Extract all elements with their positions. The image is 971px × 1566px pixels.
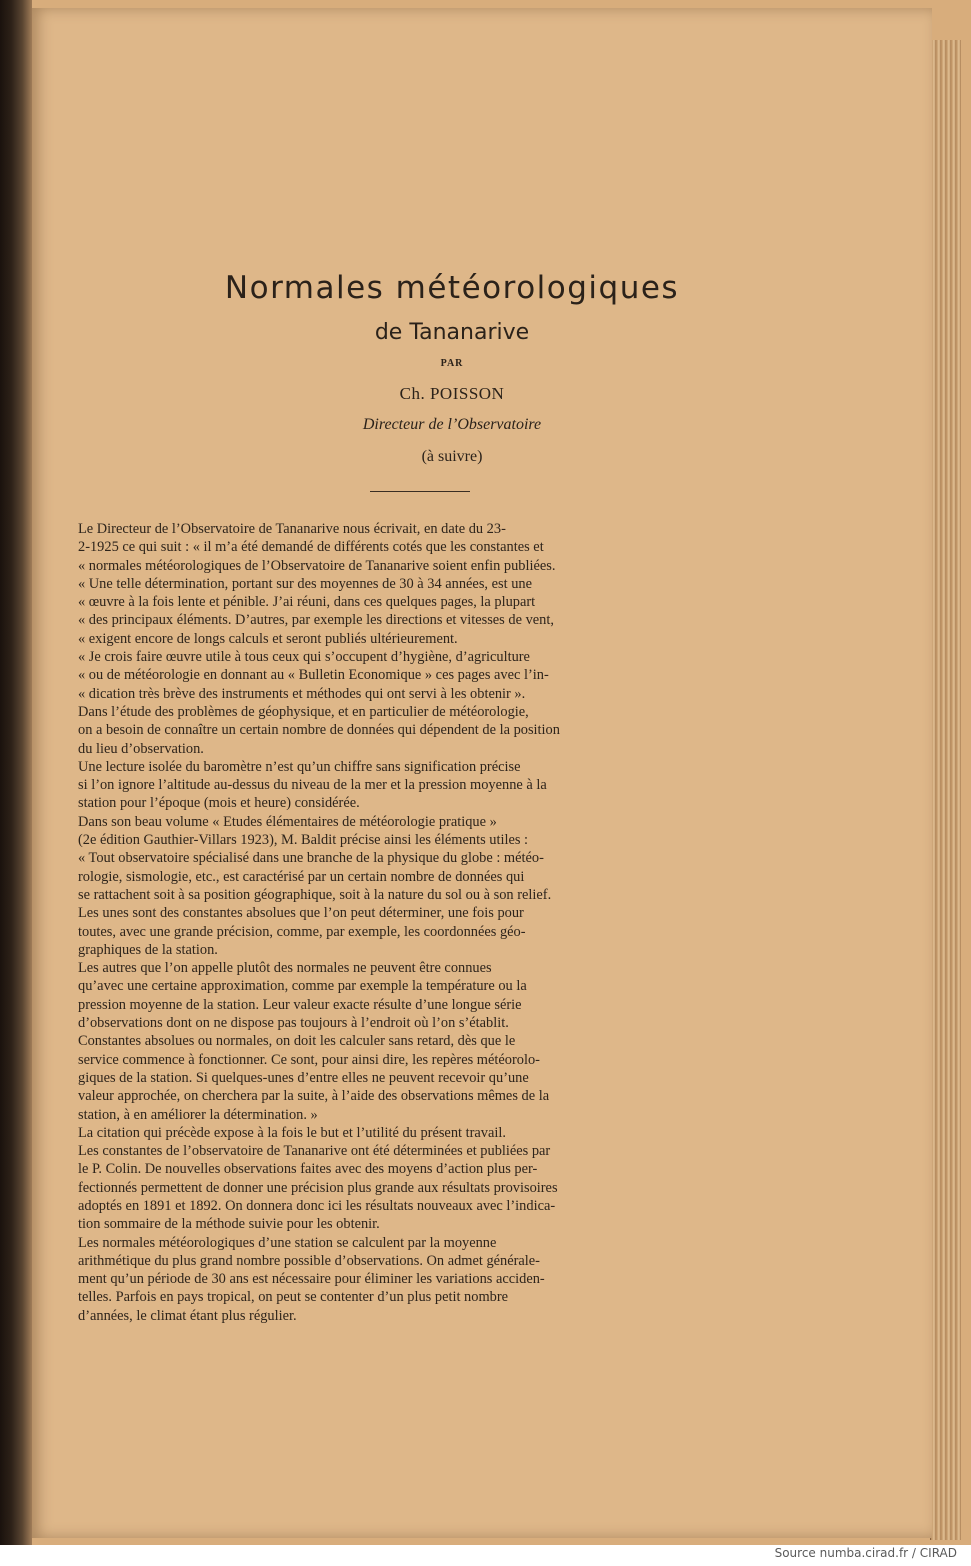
body-line: « Tout observatoire spécialisé dans une branche de la physique du globe : météo- bbox=[78, 850, 544, 867]
body-line: « des principaux éléments. D’autres, par exemple les directions et vitesses de vent, bbox=[78, 612, 554, 629]
body-line: La citation qui précède expose à la fois le but et l’utilité du présent travail. bbox=[78, 1124, 506, 1141]
body-line: arithmétique du plus grand nombre possible d’observations. On admet générale- bbox=[78, 1252, 540, 1269]
body-line: Les autres que l’on appelle plutôt des normales ne peuvent être connues bbox=[78, 960, 492, 977]
author-name: Ch. POISSON bbox=[399, 384, 505, 403]
body-line: ment qu’un période de 30 ans est nécessaire pour éliminer les variations acciden- bbox=[78, 1271, 545, 1288]
body-line: adoptés en 1891 et 1892. On donnera donc ici les résultats nouveaux avec l’indica- bbox=[78, 1197, 556, 1214]
body-line: station, à en améliorer la détermination. » bbox=[78, 1106, 318, 1123]
article-title: Normales météorologiques bbox=[224, 270, 680, 306]
book-binding bbox=[0, 0, 32, 1545]
body-line: Le Directeur de l’Observatoire de Tananarive nous écrivait, en date du 23- bbox=[78, 521, 506, 537]
page-edges bbox=[930, 40, 961, 1540]
body-line: se rattachent soit à sa position géographique, soit à la nature du sol ou à son relief. bbox=[78, 886, 552, 903]
body-line: pression moyenne de la station. Leur valeur exacte résulte d’une longue série bbox=[78, 996, 522, 1013]
body-line: station pour l’époque (mois et heure) considérée. bbox=[78, 795, 360, 812]
body-line: tion sommaire de la méthode suivie pour les obtenir. bbox=[78, 1216, 380, 1233]
body-line: « Une telle détermination, portant sur des moyennes de 30 à 34 années, est une bbox=[78, 575, 532, 592]
body-line: Une lecture isolée du baromètre n’est qu’un chiffre sans signification précise bbox=[78, 758, 521, 775]
body-line: on a besoin de connaître un certain nombre de données qui dépendent de la position bbox=[78, 722, 560, 739]
body-line: graphiques de la station. bbox=[78, 941, 218, 958]
body-line: d’observations dont on ne dispose pas toujours à l’endroit où l’on s’établit. bbox=[78, 1015, 509, 1032]
body-line: toutes, avec une grande précision, comme, par exemple, les coordonnées géo- bbox=[78, 923, 526, 940]
body-line: rologie, sismologie, etc., est caractérisé par un certain nombre de données qui bbox=[78, 868, 525, 885]
body-line: Les unes sont des constantes absolues que l’on peut déterminer, une fois pour bbox=[78, 905, 524, 922]
article-subtitle: de Tananarive bbox=[374, 320, 530, 345]
body-line: si l’on ignore l’altitude au-dessus du niveau de la mer et la pression moyenne à la bbox=[78, 777, 547, 794]
body-line: Dans l’étude des problèmes de géophysique, et en particulier de météorologie, bbox=[78, 703, 529, 720]
article-body bbox=[78, 520, 796, 1325]
body-line: valeur approchée, on cherchera par la suite, à l’aide des observations mêmes de la bbox=[78, 1088, 550, 1105]
body-line: service commence à fonctionner. Ce sont, pour ainsi dire, les repères météorolo- bbox=[78, 1051, 540, 1068]
source-credit: Source numba.cirad.fr / CIRAD bbox=[774, 1546, 957, 1560]
body-line: du lieu d’observation. bbox=[78, 740, 204, 757]
body-line: Constantes absolues ou normales, on doit les calculer sans retard, dès que le bbox=[78, 1033, 516, 1050]
body-line: Les constantes de l’observatoire de Tananarive ont été déterminées et publiées par bbox=[78, 1143, 551, 1160]
body-line: « normales météorologiques de l’Observatoire de Tananarive soient enfin publiées. bbox=[78, 557, 556, 574]
body-line: 2-1925 ce qui suit : « il m’a été demandé de différents cotés que les constantes et bbox=[78, 539, 544, 556]
body-line: telles. Parfois en pays tropical, on peut se contenter d’un plus petit nombre bbox=[78, 1289, 509, 1306]
body-line: d’années, le climat étant plus régulier. bbox=[78, 1307, 297, 1324]
body-line: « œuvre à la fois lente et pénible. J’ai réuni, dans ces quelques pages, la plupart bbox=[78, 594, 536, 611]
body-line: fectionnés permettent de donner une précision plus grande aux résultats provisoires bbox=[78, 1179, 558, 1196]
title-divider bbox=[370, 491, 470, 492]
continued-note: (à suivre) bbox=[421, 448, 483, 465]
author-role: Directeur de l’Observatoire bbox=[362, 416, 542, 433]
document-page bbox=[32, 8, 932, 1538]
body-line: « dication très brève des instruments et méthodes qui ont servi à les obtenir ». bbox=[78, 685, 526, 702]
body-line: « ou de météorologie en donnant au « Bulletin Economique » ces pages avec l’in- bbox=[78, 667, 549, 684]
body-line: Les normales météorologiques d’une station se calculent par la moyenne bbox=[78, 1234, 497, 1251]
body-line: « exigent encore de longs calculs et seront publiés ultérieurement. bbox=[78, 630, 458, 647]
body-line: « Je crois faire œuvre utile à tous ceux qui s’occupent d’hygiène, d’agriculture bbox=[78, 649, 530, 666]
body-line: (2e édition Gauthier-Villars 1923), M. Baldit précise ainsi les éléments utiles : bbox=[78, 832, 529, 849]
body-line: Dans son beau volume « Etudes élémentaires de météorologie pratique » bbox=[78, 813, 497, 830]
body-line: giques de la station. Si quelques-unes d’entre elles ne peuvent recevoir qu’une bbox=[78, 1069, 529, 1086]
body-line: qu’avec une certaine approximation, comme par exemple la température ou la bbox=[78, 978, 527, 995]
body-line: le P. Colin. De nouvelles observations faites avec des moyens d’action plus per- bbox=[78, 1161, 538, 1178]
by-label: PAR bbox=[440, 358, 464, 369]
